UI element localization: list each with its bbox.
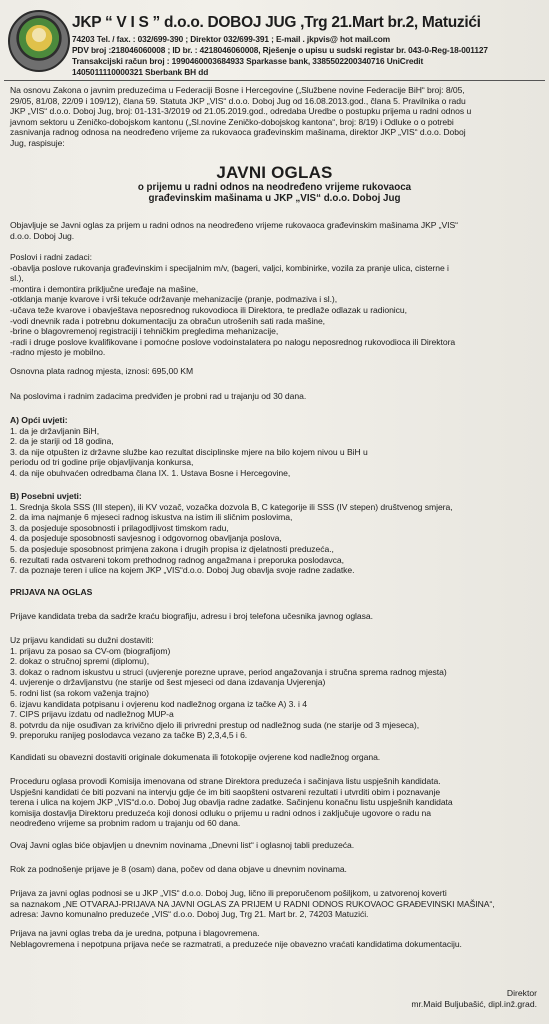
required-documents-heading: Uz prijavu kandidati su dužni dostaviti: xyxy=(10,635,154,645)
final-paragraph: Prijava na javni oglas treba da je uredna, potpuna i blagovremena. Neblagovremena i nepotpuna prijava neće se razmatrati, a preduzeće nije obavezno vraćati kandidatima dokumentaciju. xyxy=(10,928,462,949)
procedure-paragraph: Proceduru oglasa provodi Komisija imenovana od strane Direktora preduzeća i sačinjava listu uspješnih kandidata. Uspješni kandidati će biti pozvani na intervju gdje će im biti saopšteni ostvareni rezultati i utvrditi obim i poznavanje terena i ulica na kojem JKP „VIS“d.o.o. Doboj Jug obavlja radne zadatke. Sačinjenu konačnu listu uspješnih kandidata komisija dostavlja Direktoru preduzeća koji donosi odluku o prijemu u radni odnos i zaključuje ugovore o radu na neodređeno vrijeme sa probnim radom u trajanju od 60 dana. xyxy=(10,776,453,829)
applications-heading: PRIJAVA NA OGLAS xyxy=(10,587,93,597)
salary-text: Osnovna plata radnog mjesta, iznosi: 695,00 KM xyxy=(10,366,194,376)
signature-name: mr.Maid Buljubašić, dipl.inž.grad. xyxy=(411,999,537,1009)
bank-accounts-line-2: 1405011110000321 Sberbank BH dd xyxy=(72,67,209,77)
header-divider xyxy=(4,80,545,81)
general-conditions: A) Opći uvjeti: 1. da je državljanin BiH, 2. da je stariji od 18 godina, 3. da nije otpušten iz državne službe kao rezultat disciplinske mjere na bilo kojem nivou u BiH u periodu od tri godine prije objavljivanja konkursa, 4. da nije obuhvaćen odredbama člana IX. 1. Ustava Bosne i Hercegovine, xyxy=(10,415,542,479)
general-conditions-heading: A) Opći uvjeti: xyxy=(10,415,68,425)
registration-line: PDV broj :218046060008 ; ID br. : 4218046060008, Rješenje o upisu u sudski registar br. 043-0-Reg-18-001127 xyxy=(72,45,488,55)
notice-title: JAVNI OGLAS xyxy=(216,163,333,182)
notice-subtitle-1: o prijemu u radni odnos na neodređeno vrijeme rukovaoca xyxy=(137,182,412,193)
originals-text: Kandidati su obavezni dostaviti originale dokumenata ili fotokopije ovjerene kod nadležnog organa. xyxy=(10,752,381,762)
announcement-paragraph: Objavljuje se Javni oglas za prijem u radni odnos na neodređeno vrijeme rukovaoca građevinskim mašinama JKP „VIS“ d.o.o. Doboj Jug. xyxy=(10,220,458,241)
probation-text: Na poslovima i radnim zadacima predviđen je probni rad u trajanju od 30 dana. xyxy=(10,391,307,401)
intro-paragraph: Na osnovu Zakona o javnim preduzećima u Federaciji Bosne i Hercegovine („Službene novine Federacije BiH“ broj: 8/05, 29/05, 81/08, 22/09 i 109/12), člana 59. Statuta JKP „VIS“ d.o.o. Doboj Jug od 16.08.2013.god., člana 5. Pravilnika o radu JKP „VIS“ d.o.o. Doboj Jug, broj: 01-131-3/2019 od 21.05.2019.god., odredaba Uredbe o postupku prijema u radni odnos u javnom sektoru u Zeničko-dobojskom kantonu („Sl.novine Zeničko-dobojskog kantona“, broj: 8/19) i Odluke o o potrebi zasnivanja radnog odnosa na neodređeno vrijeme za rukovaoca građevinskim mašinama, direktor JKP „VIS“ d.o.o. Doboj Jug, raspisuje: xyxy=(10,85,472,148)
applications-intro: Prijave kandidata treba da sadrže kraću biografiju, adresu i broj telefona učesnika javnog oglasa. xyxy=(10,611,373,621)
company-title: JKP “ V I S ” d.o.o. DOBOJ JUG ,Trg 21.Mart br.2, Matuzići xyxy=(72,14,481,31)
bank-accounts-line: Transakcijski račun broj : 1990460003684933 Sparkasse bank, 3385502200340716 UniCredit xyxy=(72,56,424,66)
publication-text: Ovaj Javni oglas biće objavljen u dnevnim novinama „Dnevni list“ i oglasnoj tabli preduzeća. xyxy=(10,840,355,850)
company-logo xyxy=(8,10,70,72)
signature-role: Direktor xyxy=(506,988,537,998)
deadline-text: Rok za podnošenje prijave je 8 (osam) dana, počev od dana objave u dnevnim novinama. xyxy=(10,864,347,874)
required-documents: Uz prijavu kandidati su dužni dostaviti: 1. prijavu za posao sa CV-om (biografijom) 2. dokaz o stručnoj spremi (diplomu), 3. dokaz o radnom iskustvu u struci (uvjerenje porezne uprave, period angažovanja i stručna sprema radnog mjesta) 4. uvjerenje o državljanstvu (ne starije od šest mjeseci od dana izdavanja Uvjerenja) 5. rodni list (sa rokom važenja trajno) 6. izjavu kandidata potpisanu i ovjerenu kod nadležnog organa iz tačke A) 3. i 4 7. CIPS prijavu izdatu od nadležnog MUP-a 8. potvrdu da nije osuđivan za krivično djelo ili privredni prestup od nadležnog suda (ne starije od 3 mjeseca), 9. preporuku ranijeg poslodavca vezano za tačke B) 2,3,4,5 i 6. xyxy=(10,635,542,741)
special-conditions-heading: B) Posebni uvjeti: xyxy=(10,491,82,501)
duties-list: Poslovi i radni zadaci: -obavlja poslove rukovanja građevinskim i specijalnim m/v, (bageri, valjci, kombinirke, vozila za pranje ulica, cisterne i sl.), -montira i demontira priključne uređaje na mašine, -otklanja manje kvarove i vrši tekuće održavanje mehanizacije (pranje, podmaziva i sl.), -učava teže kvarove i obavještava neposrednog rukovodioca ili Direktora, te predlaže odlazak u radionicu, -vodi dnevnik rada i potrebnu dokumentaciju za obračun utrošenih sati rada mašine, -brine o blagovremenoj registraciji i tehničkim pregledima mehanizacije, -radi i druge poslove kvalifikovane i pomoćne poslove vodoinstalatera po nalogu neposrednog rukovodioca ili Direktora -radno mjesto je mobilno. xyxy=(10,252,456,358)
contact-line: 74203 Tel. / fax. : 032/699-390 ; Direktor 032/699-391 ; E-mail . jkpvis@ hot mail.com xyxy=(72,34,391,44)
notice-subtitle-2: građevinskim mašinama u JKP „VIS“ d.o.o. Doboj Jug xyxy=(148,193,401,204)
letterhead xyxy=(6,6,546,78)
special-conditions: B) Posebni uvjeti: 1. Srednja škola SSS (III stepen), ili KV vozač, vozačka dozvola B, C kategorije ili SSS (IV stepen) društvenog smjera, 2. da ima najmanje 6 mjeseci radnog iskustva na istim ili sličnim poslovima, 3. da posjeduje sposobnosti i prilagodljivost timskom radu, 4. da posjeduje sposobnosti savjesnog i odgovornog obavljanja poslova, 5. da posjeduje sposobnost primjena zakona i drugih propisa iz djelatnosti preduzeća., 6. rezultati rada ostvareni tokom prethodnog radnog angažmana i preporuka poslodavca, 7. da poznaje teren i ulice na kojem JKP „VIS“d.o.o. Doboj Jug obavlja svoje radne zadatke. xyxy=(10,491,542,576)
submission-paragraph: Prijava za javni oglas podnosi se u JKP „VIS“ d.o.o. Doboj Jug, lično ili preporučenom pošiljkom, u zatvorenoj koverti sa naznakom „NE OTVARAJ-PRIJAVA NA JAVNI OGLAS ZA PRIJEM U RADNI ODNOS RUKOVAOC GRAĐEVINSKI MAŠINA“, adresa: Javno komunalno preduzeće „VIS“ d.o.o. Doboj Jug, Trg 21. Mart br. 2, 74203 Matuzići. xyxy=(10,888,495,920)
